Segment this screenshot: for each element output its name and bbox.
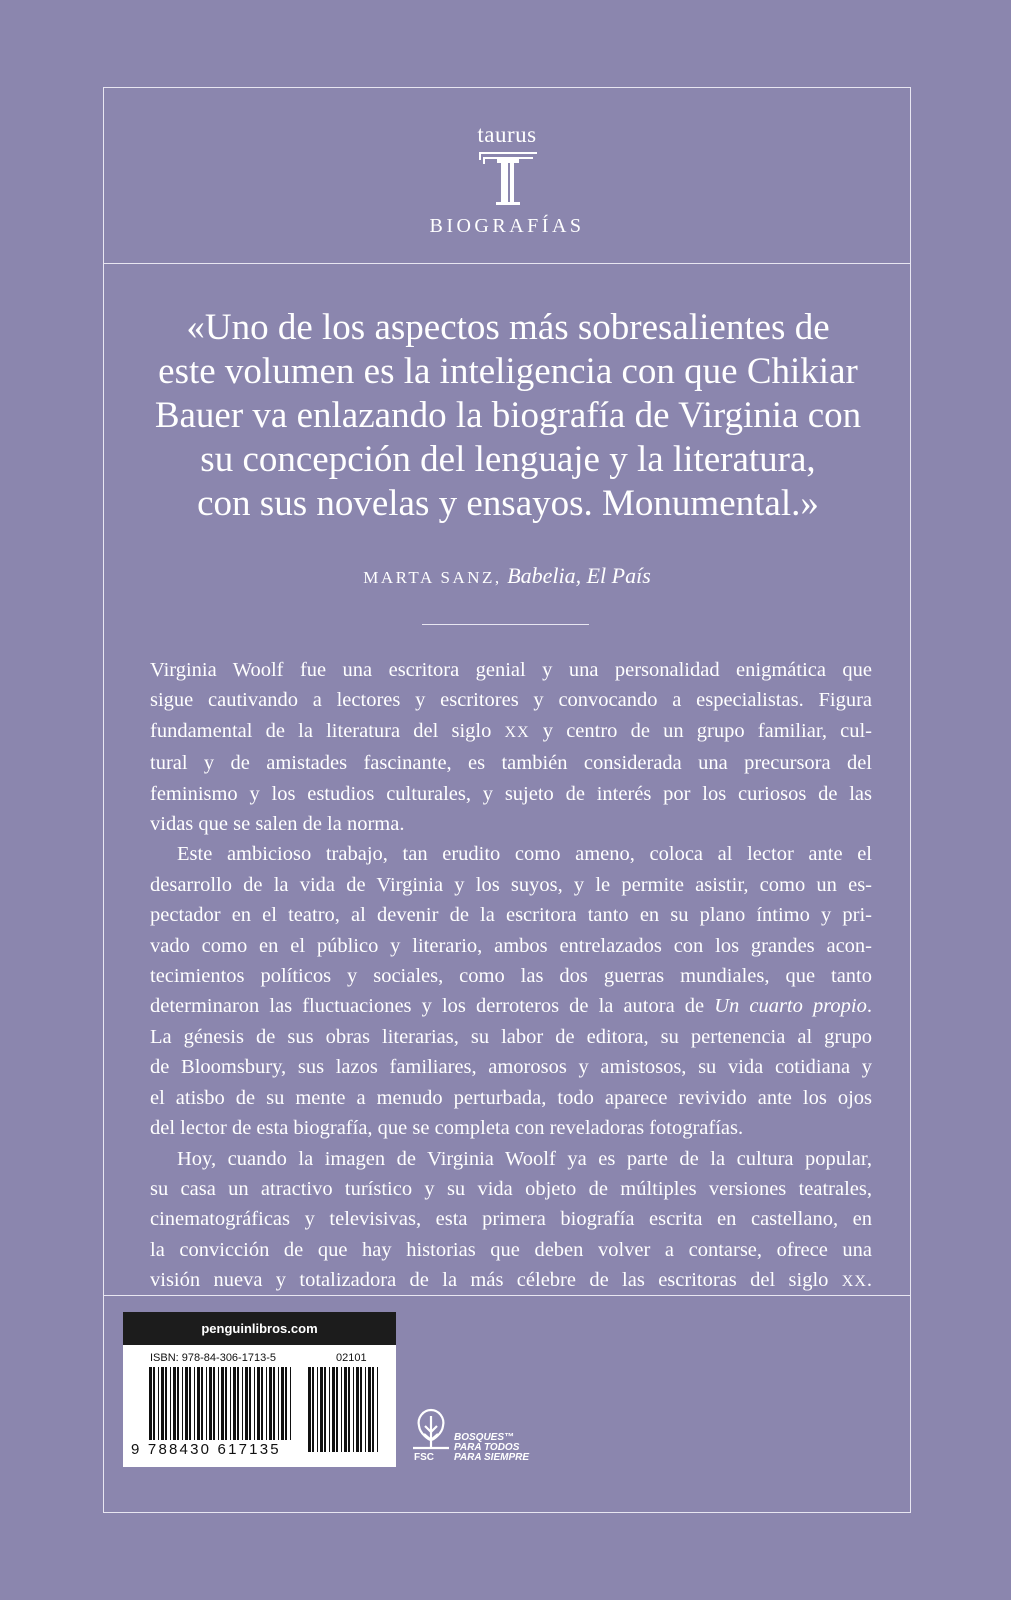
- barcode-bar: [317, 1367, 318, 1452]
- quote-line: este volumen es la inteligencia con que Chikiar: [158, 351, 858, 392]
- barcode-bar: [201, 1367, 203, 1440]
- barcode-panel: [123, 1312, 396, 1467]
- barcode-bar: [324, 1367, 326, 1452]
- barcode-bar: [336, 1367, 338, 1452]
- barcode-bar: [233, 1367, 236, 1440]
- quote-line: con sus novelas y ensayos. Monumental.»: [197, 483, 819, 524]
- fsc-logo: [409, 1404, 569, 1474]
- barcode-bar: [230, 1367, 231, 1440]
- synopsis-line: [150, 991, 872, 1021]
- synopsis-line: el atisbo de su mente a menudo perturbada, todo aparece revivido ante los ojos: [150, 1086, 872, 1109]
- synopsis-line: feminismo y los estudios culturales, y sujeto de interés por los curiosos de las: [150, 782, 872, 805]
- synopsis-line: del lector de esta biografía, que se completa con reveladoras fotografías.: [150, 1117, 744, 1140]
- barcode-bar: [161, 1367, 164, 1440]
- barcode-bar: [185, 1367, 188, 1440]
- synopsis-line: La génesis de sus obras literarias, su labor de editora, su pertenencia al grupo: [150, 1025, 872, 1048]
- barcode-bar: [249, 1367, 251, 1440]
- synopsis-line: [150, 716, 872, 748]
- barcode-bar: [356, 1367, 359, 1452]
- barcode-bar: [372, 1367, 374, 1452]
- synopsis-line: desarrollo de la vida de Virginia y los suyos, y le permite asistir, como un es-: [150, 873, 872, 896]
- fsc-slogan: [454, 1433, 529, 1463]
- synopsis-line: Hoy, cuando la imagen de Virginia Woolf ya es parte de la cultura popular,: [177, 1147, 872, 1170]
- barcode-bar: [197, 1367, 200, 1440]
- barcode-bar: [194, 1367, 195, 1440]
- book-title: Un cuarto propio: [714, 995, 867, 1018]
- fsc-tree-icon: [409, 1404, 453, 1452]
- barcode-bar: [308, 1367, 311, 1452]
- taurus-t-logo-icon: [477, 150, 539, 206]
- quote-line: Bauer va enlazando la biografía de Virginia con: [154, 395, 862, 436]
- barcode-bar: [273, 1367, 275, 1440]
- barcode-bar: [189, 1367, 191, 1440]
- synopsis-text: fundamental de la literatura del siglo: [150, 719, 505, 742]
- synopsis: [150, 655, 872, 1298]
- barcode-bar: [153, 1367, 155, 1440]
- barcode-bar: [245, 1367, 248, 1440]
- blurb-quote: [124, 306, 892, 526]
- barcode-bar: [360, 1367, 362, 1452]
- quote-line: su concepción del lenguaje y la literatura,: [200, 439, 816, 480]
- barcode-bar: [206, 1367, 207, 1440]
- barcode-bar: [158, 1367, 159, 1440]
- synopsis-line: tecimientos políticos y sociales, como las dos guerras mundiales, que tanto: [150, 965, 872, 988]
- ean-digits: 9 788430 617135: [131, 1441, 281, 1458]
- barcode-bar: [242, 1367, 243, 1440]
- century-numeral: XX: [504, 723, 530, 741]
- barcode-bar: [177, 1367, 179, 1440]
- century-numeral: XX: [841, 1273, 867, 1291]
- barcode-bar: [237, 1367, 239, 1440]
- barcode-bar: [266, 1367, 267, 1440]
- barcode-bar: [221, 1367, 224, 1440]
- fsc-slogan-line: PARA TODOS: [454, 1442, 520, 1453]
- barcode-bar: [377, 1367, 378, 1452]
- synopsis-line: su casa un atractivo turístico y su vida objeto de múltiples versiones teatrales,: [150, 1177, 872, 1200]
- barcode-bar: [368, 1367, 371, 1452]
- isbn-number: ISBN: 978-84-306-1713-5: [150, 1352, 276, 1364]
- header-divider: [104, 263, 910, 264]
- barcode-bar: [348, 1367, 350, 1452]
- synopsis-line: vidas que se salen de la norma.: [150, 813, 405, 836]
- synopsis-line: tural y de amistades fascinante, es también considerada una precursora del: [150, 752, 872, 775]
- barcode-bar: [344, 1367, 347, 1452]
- fsc-slogan-line: PARA SIEMPRE: [454, 1452, 530, 1463]
- barcode-bar: [312, 1367, 314, 1452]
- barcode-bar: [225, 1367, 227, 1440]
- collection-name: BIOGRAFÍAS: [429, 215, 585, 237]
- barcode-bar: [281, 1367, 284, 1440]
- barcode-bar: [170, 1367, 171, 1440]
- fsc-label: FSC: [414, 1452, 434, 1463]
- publisher-header: [104, 88, 910, 271]
- barcode-bar: [173, 1367, 176, 1440]
- barcode-bar: [320, 1367, 323, 1452]
- quote-author: MARTA SANZ,: [363, 568, 502, 587]
- synopsis-line: sigue cautivando a lectores y escritores y convocando a especialistas. Figura: [150, 689, 872, 712]
- footer-divider: [104, 1295, 910, 1296]
- barcode-bar: [341, 1367, 342, 1452]
- barcode-bar: [218, 1367, 219, 1440]
- barcode-bar: [209, 1367, 212, 1440]
- quote-attribution: [104, 563, 910, 589]
- price-addon-code: 02101: [336, 1352, 367, 1364]
- synopsis-line: Este ambicioso trabajo, tan erudito como ameno, coloca al lector ante el: [177, 843, 872, 866]
- synopsis-line: pectador en el teatro, al devenir de la escritora tanto en su plano íntimo y pri-: [150, 904, 872, 927]
- barcode-bar: [254, 1367, 255, 1440]
- barcode-bar: [261, 1367, 263, 1440]
- barcode-bar: [257, 1367, 260, 1440]
- barcode-bar: [329, 1367, 330, 1452]
- barcode-bar: [353, 1367, 354, 1452]
- synopsis-text: y centro de un grupo familiar, cul-: [529, 719, 872, 742]
- quote-line: «Uno de los aspectos más sobresalientes de: [186, 307, 830, 348]
- barcode-bar: [149, 1367, 152, 1440]
- barcode-bar: [213, 1367, 215, 1440]
- synopsis-line: Virginia Woolf fue una escritora genial y una personalidad enigmática que: [150, 659, 872, 681]
- barcode-bar: [365, 1367, 366, 1452]
- barcode-bar: [278, 1367, 279, 1440]
- synopsis-line: de Bloomsbury, sus lazos familiares, amorosos y amistosos, su vida cotidiana y: [150, 1056, 872, 1079]
- synopsis-text: visión nueva y totalizadora de la más célebre de las escritoras del siglo: [150, 1269, 842, 1292]
- barcode-bar: [290, 1367, 291, 1440]
- fsc-slogan-line: BOSQUES™: [454, 1432, 515, 1443]
- synopsis-text: determinaron las fluctuaciones y los derroteros de la autora de: [150, 995, 715, 1018]
- cover-frame: [103, 87, 911, 1513]
- synopsis-line: la convicción de que hay historias que deben volver a contarse, ofrece una: [150, 1238, 872, 1261]
- synopsis-line: cinematográficas y televisivas, esta primera biografía escrita en castellano, en: [150, 1208, 872, 1231]
- quote-publication: Babelia, El País: [507, 563, 651, 588]
- synopsis-line: vado como en el público y literario, ambos entrelazados con los grandes acon-: [150, 934, 872, 957]
- barcode-bar: [332, 1367, 335, 1452]
- synopsis-line: [150, 1265, 872, 1297]
- synopsis-text: .: [866, 1269, 872, 1292]
- barcode-bar: [269, 1367, 272, 1440]
- synopsis-text: .: [866, 995, 872, 1018]
- barcode-bar: [285, 1367, 287, 1440]
- quote-separator: [422, 624, 589, 625]
- barcode-bar: [165, 1367, 167, 1440]
- barcode-bar: [182, 1367, 183, 1440]
- publisher-name: taurus: [477, 122, 537, 147]
- website-label: penguinlibros.com: [123, 1312, 396, 1345]
